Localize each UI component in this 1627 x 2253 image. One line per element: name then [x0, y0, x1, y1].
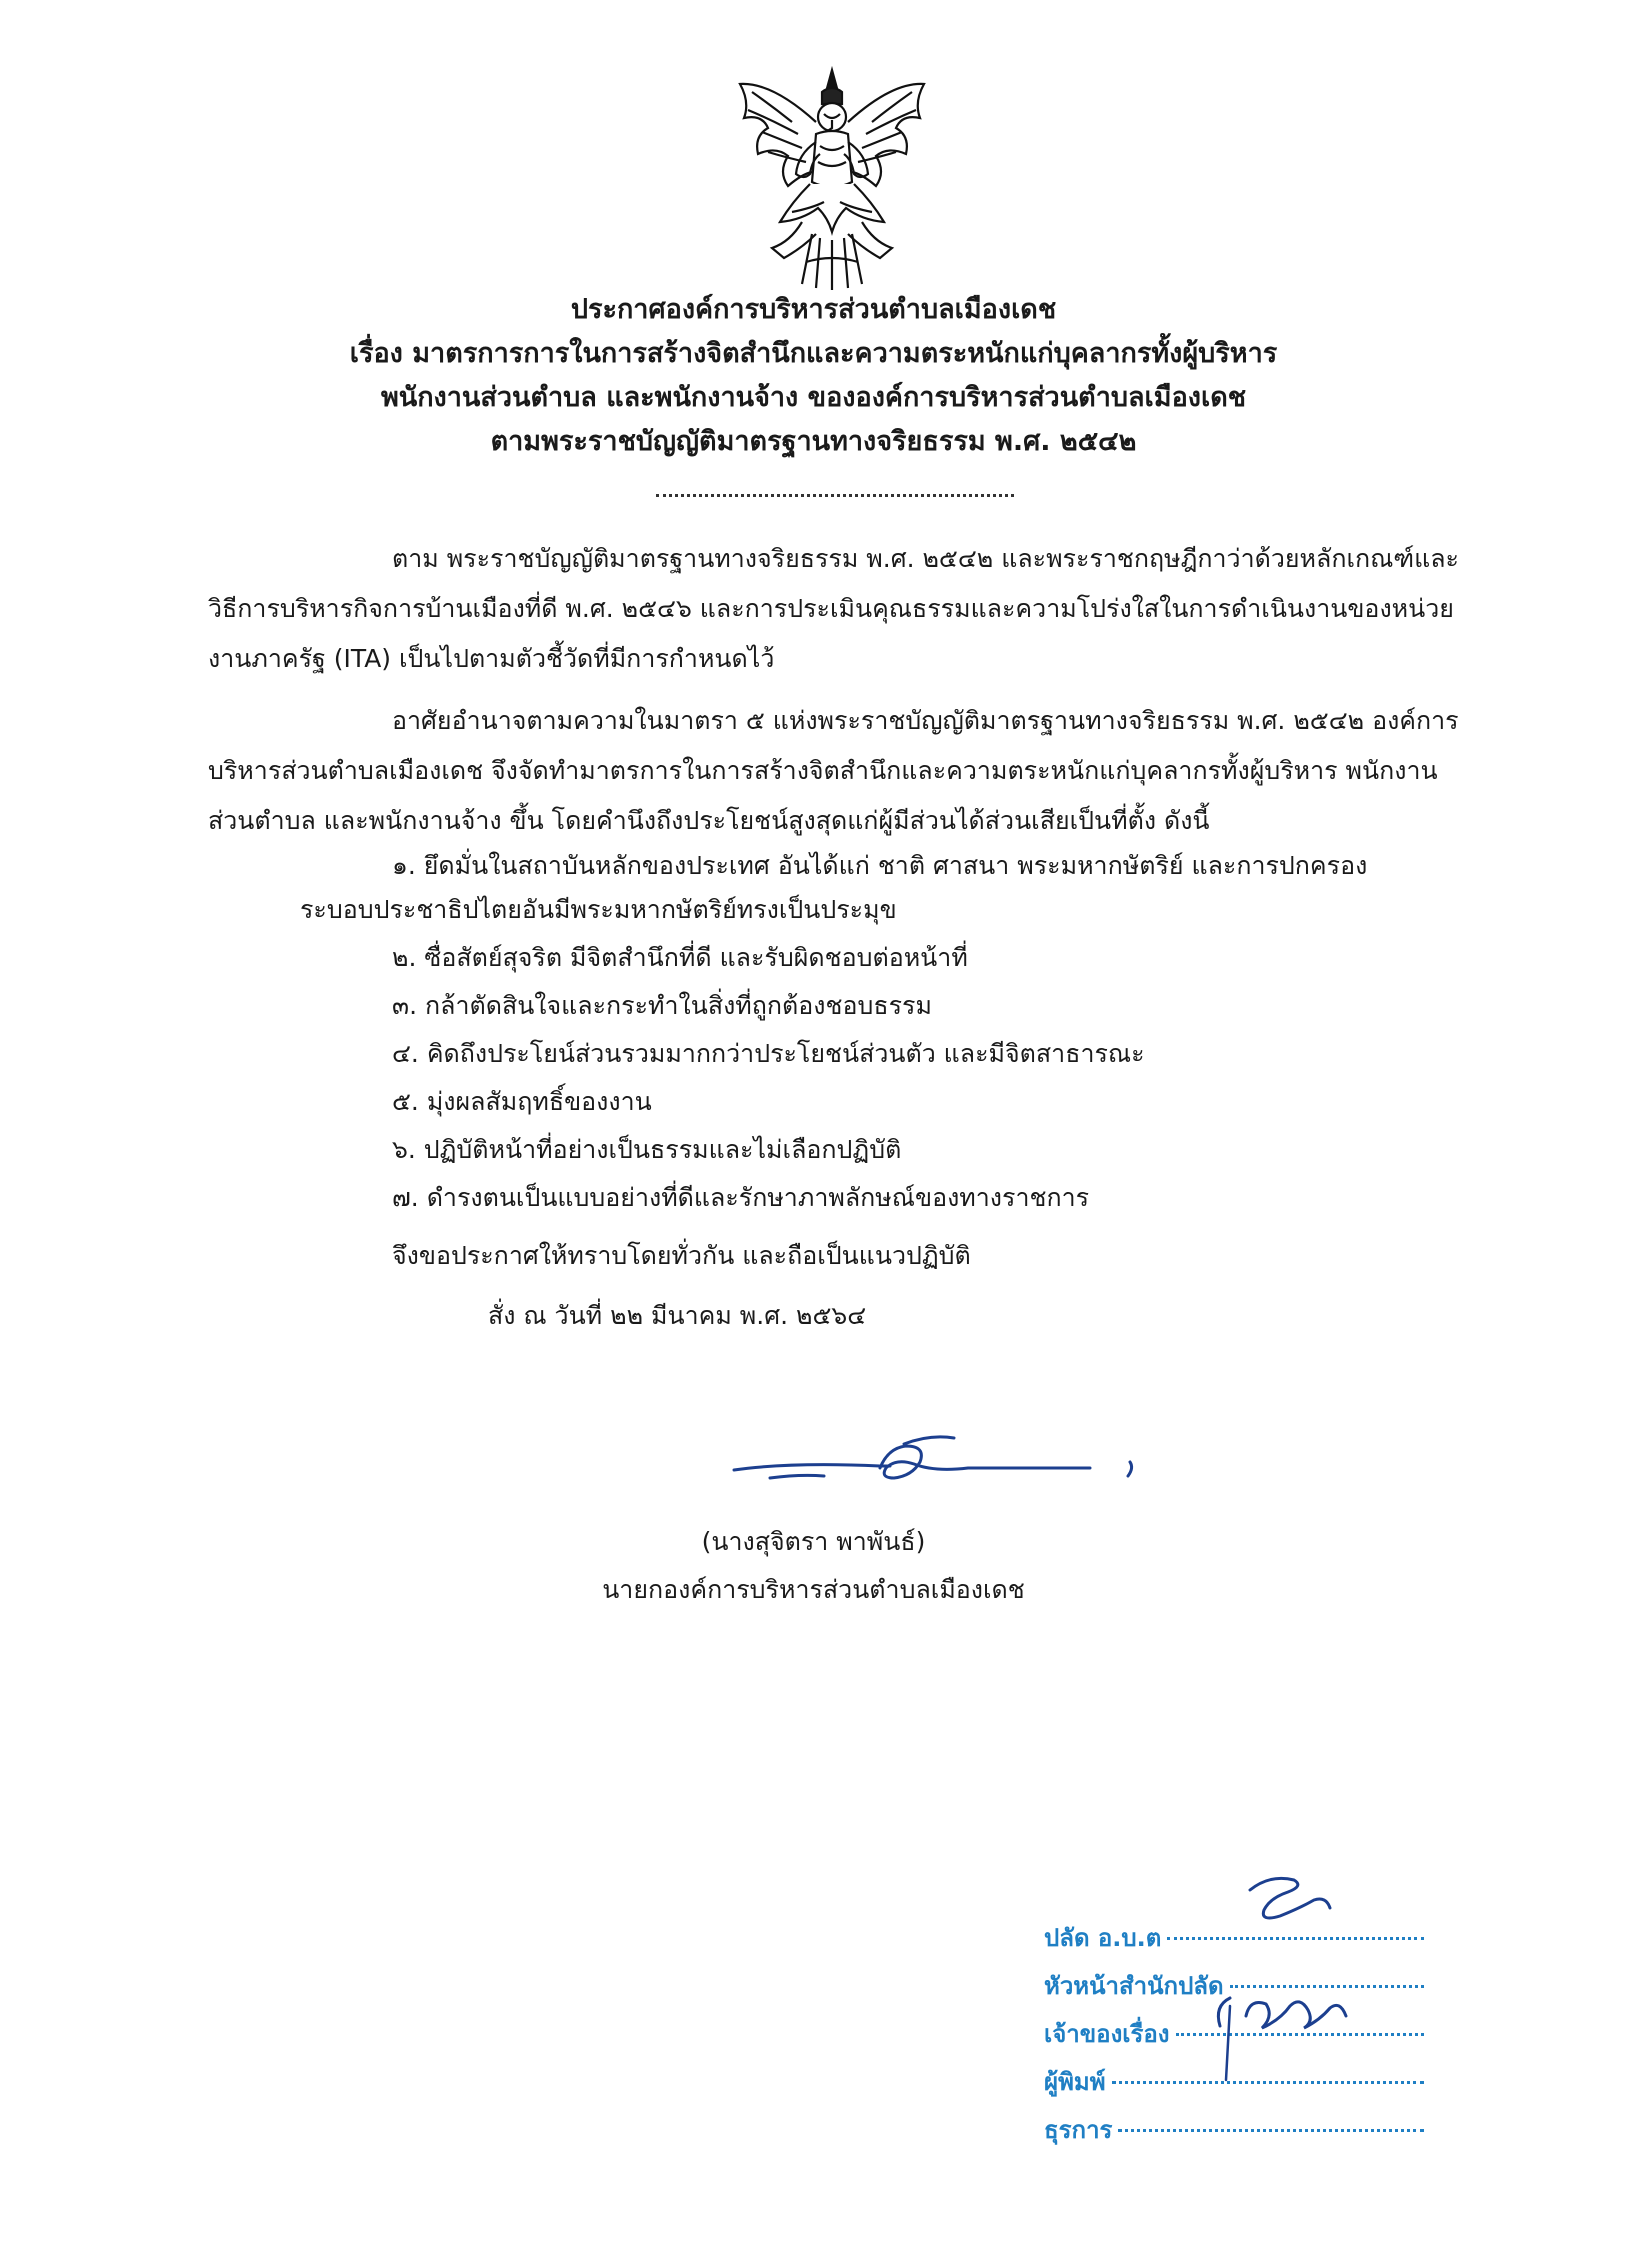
- subject-line-2: พนักงานส่วนตำบล และพนักงานจ้าง ขององค์การบริหารส่วนตำบลเมืองเดช: [380, 382, 1247, 413]
- signature-mark: [730, 1428, 1150, 1518]
- paragraph-2-text: อาศัยอำนาจตามความในมาตรา ๕ แห่งพระราชบัญญัติมาตรฐานทางจริยธรรม พ.ศ. ๒๕๔๒ องค์การบริหารส่วนตำบลเมืองเดช จึงจัดทำมาตรการในการสร้างจิตสำนึกและความตระหนักแก่บุคลากรทั้งผู้บริหาร พนักงานส่วนตำบล และพนักงานจ้าง ขึ้น โดยคำนึงถึงประโยชน์สูงสุดแก่ผู้มีส่วนได้ส่วนเสียเป็นที่ตั้ง ดังนี้: [208, 706, 1459, 835]
- measure-item-1-continuation: ระบอบประชาธิปไตยอันมีพระมหากษัตริย์ทรงเป็นประมุข: [300, 895, 897, 924]
- measure-item-7: ๗. ดำรงตนเป็นแบบอย่างที่ดีและรักษาภาพลักษณ์ของทางราชการ: [392, 1183, 1090, 1212]
- routing-label: ธุรการ: [1044, 2116, 1113, 2144]
- garuda-emblem-icon: [732, 62, 932, 292]
- measure-item-4: ๔. คิดถึงประโยน์ส่วนรวมมากกว่าประโยชน์ส่วนตัว และมีจิตสาธารณะ: [392, 1039, 1145, 1068]
- measure-item-6: ๖. ปฏิบัติหน้าที่อย่างเป็นธรรมและไม่เลือกปฏิบัติ: [392, 1135, 902, 1164]
- announcement-title: ประกาศองค์การบริหารส่วนตำบลเมืองเดช: [570, 294, 1057, 325]
- subject-line-3: ตามพระราชบัญญัติมาตรฐานทางจริยธรรม พ.ศ. ๒๕๔๒: [490, 426, 1137, 457]
- routing-dots: [1118, 2129, 1424, 2132]
- measure-item-1: ๑. ยึดมั่นในสถาบันหลักของประเทศ อันได้แก่ ชาติ ศาสนา พระมหากษัตริย์ และการปกครอง: [392, 851, 1368, 880]
- title-divider: [656, 494, 1014, 497]
- body-paragraph-1: [208, 534, 1468, 684]
- routing-row-clerk: [1044, 2110, 1424, 2150]
- routing-label: หัวหน้าสำนักปลัด: [1044, 1972, 1224, 2000]
- signer-name: (นางสุจิตรา พาพันธ์): [701, 1527, 926, 1556]
- routing-label: ปลัด อ.บ.ต: [1044, 1924, 1162, 1952]
- initial-mark-deputy: [1230, 1870, 1350, 1930]
- measure-item-3: ๓. กล้าตัดสินใจและกระทำในสิ่งที่ถูกต้องชอบธรรม: [392, 991, 932, 1020]
- measure-item-5: ๕. มุ่งผลสัมฤทธิ์ของงาน: [392, 1087, 652, 1116]
- closing-statement: จึงขอประกาศให้ทราบโดยทั่วกัน และถือเป็นแนวปฏิบัติ: [392, 1241, 971, 1270]
- routing-label: เจ้าของเรื่อง: [1044, 2020, 1170, 2048]
- body-paragraph-2: [208, 696, 1468, 846]
- subject-line-1: เรื่อง มาตรการการในการสร้างจิตสำนึกและความตระหนักแก่บุคลากรทั้งผู้บริหาร: [349, 338, 1278, 369]
- signer-position: นายกองค์การบริหารส่วนตำบลเมืองเดช: [602, 1575, 1025, 1604]
- routing-dots: [1167, 1937, 1424, 1940]
- given-date: สั่ง ณ วันที่ ๒๒ มีนาคม พ.ศ. ๒๕๖๔: [488, 1301, 867, 1330]
- initial-mark-owner: [1200, 1976, 1380, 2086]
- measure-item-2: ๒. ซื่อสัตย์สุจริต มีจิตสำนึกที่ดี และรับผิดชอบต่อหน้าที่: [392, 943, 968, 972]
- routing-label: ผู้พิมพ์: [1044, 2068, 1106, 2096]
- paragraph-1-text: ตาม พระราชบัญญัติมาตรฐานทางจริยธรรม พ.ศ. ๒๕๔๒ และพระราชกฤษฎีกาว่าด้วยหลักเกณฑ์และวิธีการบริหารกิจการบ้านเมืองที่ดี พ.ศ. ๒๕๔๖ และการประเมินคุณธรรมและความโปร่งใสในการดำเนินงานของหน่วยงานภาครัฐ (ITA) เป็นไปตามตัวชี้วัดที่มีการกำหนดไว้: [208, 544, 1459, 673]
